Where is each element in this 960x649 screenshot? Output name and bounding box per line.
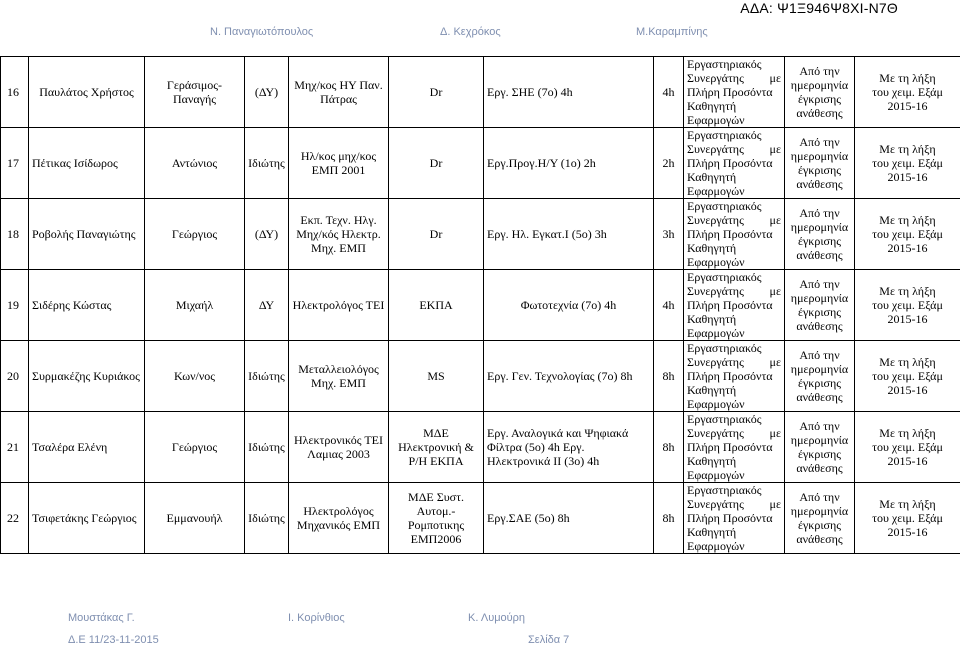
row-number: 17 (1, 128, 29, 199)
until-line: 2015-16 (887, 312, 928, 326)
until-line: Με τη λήξη (879, 284, 936, 298)
row-degree: Ηλεκτρολόγος ΤΕΙ (289, 270, 389, 341)
row-until (855, 412, 960, 483)
role-line: Συνεργάτης με (687, 497, 781, 511)
row-status: Ιδιώτης (245, 341, 289, 412)
role-line: Συνεργάτης με (687, 355, 781, 369)
role-line: Εργαστηριακός (687, 199, 762, 213)
row-role (684, 128, 785, 199)
from-line: ημερομηνία (790, 362, 849, 376)
row-number: 19 (1, 270, 29, 341)
role-line: Εφαρμογών (687, 397, 745, 411)
table-row (1, 128, 960, 199)
row-hours: 8h (654, 412, 684, 483)
until-line: 2015-16 (887, 525, 928, 539)
row-father: Κων/νος (145, 341, 245, 412)
row-until (855, 341, 960, 412)
role-line: Εφαρμογών (687, 113, 745, 127)
row-until (855, 483, 960, 554)
row-hours: 3h (654, 199, 684, 270)
until-line: του χειμ. Εξάμ (872, 156, 943, 170)
from-line: ανάθεσης (796, 532, 843, 546)
row-father: Γεώργιος (145, 199, 245, 270)
row-postgrad: Dr (389, 199, 484, 270)
from-line: Από την (799, 64, 840, 78)
from-line: ανάθεσης (796, 248, 843, 262)
until-line: του χειμ. Εξάμ (872, 85, 943, 99)
row-degree: Μεταλλειολόγος Μηχ. ΕΜΠ (289, 341, 389, 412)
role-line: Συνεργάτης με (687, 142, 781, 156)
row-father: Γεώργιος (145, 412, 245, 483)
row-father: Γεράσιμος-Παναγής (145, 57, 245, 128)
row-status: Ιδιώτης (245, 128, 289, 199)
role-line: Πλήρη Προσόντα (687, 369, 773, 383)
row-name: Πέτικας Ισίδωρος (29, 128, 145, 199)
until-line: του χειμ. Εξάμ (872, 227, 943, 241)
role-line: Εργαστηριακός (687, 270, 762, 284)
role-line: Πλήρη Προσόντα (687, 440, 773, 454)
row-from (785, 483, 855, 554)
row-status: Ιδιώτης (245, 412, 289, 483)
row-course: Εργ. Ηλ. Εγκατ.Ι (5ο) 3h (484, 199, 654, 270)
row-until (855, 57, 960, 128)
from-line: έγκρισης (797, 305, 842, 319)
from-line: Από την (799, 206, 840, 220)
row-from (785, 199, 855, 270)
role-line: Εργαστηριακός (687, 483, 762, 497)
row-hours: 8h (654, 341, 684, 412)
row-postgrad: ΜΔΕ Ηλεκτρονική & Ρ/Η ΕΚΠΑ (389, 412, 484, 483)
row-number: 18 (1, 199, 29, 270)
from-line: Από την (799, 277, 840, 291)
until-line: του χειμ. Εξάμ (872, 298, 943, 312)
bottom-signature-1: Μουστάκας Γ. (68, 612, 135, 624)
row-role (684, 199, 785, 270)
row-course: Εργ. Αναλογικά και Ψηφιακά Φίλτρα (5ο) 4h Εργ. Ηλεκτρονικά ΙΙ (3ο) 4h (484, 412, 654, 483)
role-line: Εφαρμογών (687, 539, 745, 553)
from-line: ημερομηνία (790, 433, 849, 447)
from-line: ημερομηνία (790, 149, 849, 163)
from-line: Από την (799, 490, 840, 504)
row-number: 21 (1, 412, 29, 483)
row-until (855, 270, 960, 341)
role-line: Συνεργάτης με (687, 426, 781, 440)
until-line: Με τη λήξη (879, 213, 936, 227)
row-degree: Μηχ/κος ΗΥ Παν. Πάτρας (289, 57, 389, 128)
row-from (785, 270, 855, 341)
row-postgrad: Dr (389, 57, 484, 128)
row-from (785, 57, 855, 128)
row-from (785, 341, 855, 412)
from-line: ημερομηνία (790, 291, 849, 305)
from-line: Από την (799, 135, 840, 149)
from-line: Από την (799, 348, 840, 362)
row-course: Εργ. ΣΗΕ (7ο) 4h (484, 57, 654, 128)
row-postgrad: MS (389, 341, 484, 412)
from-line: ανάθεσης (796, 390, 843, 404)
row-hours: 8h (654, 483, 684, 554)
top-signature-1: Ν. Παναγιωτόπουλος (210, 26, 314, 38)
role-line: Συνεργάτης με (687, 71, 781, 85)
from-line: ανάθεσης (796, 319, 843, 333)
row-number: 22 (1, 483, 29, 554)
row-hours: 4h (654, 57, 684, 128)
row-role (684, 270, 785, 341)
row-course: Εργ.Προγ.Η/Υ (1ο) 2h (484, 128, 654, 199)
role-line: Εφαρμογών (687, 184, 745, 198)
row-role (684, 341, 785, 412)
row-name: Σιδέρης Κώστας (29, 270, 145, 341)
row-name: Συρμακέζης Κυριάκος (29, 341, 145, 412)
role-line: Πλήρη Προσόντα (687, 156, 773, 170)
until-line: Με τη λήξη (879, 71, 936, 85)
until-line: του χειμ. Εξάμ (872, 511, 943, 525)
footer-date: Δ.Ε 11/23-11-2015 (68, 634, 159, 646)
from-line: Από την (799, 419, 840, 433)
row-number: 16 (1, 57, 29, 128)
role-line: Πλήρη Προσόντα (687, 227, 773, 241)
row-course: Φωτοτεχνία (7ο) 4h (484, 270, 654, 341)
until-line: του χειμ. Εξάμ (872, 369, 943, 383)
row-course: Εργ.ΣΑΕ (5ο) 8h (484, 483, 654, 554)
row-degree: Ηλ/κος μηχ/κος ΕΜΠ 2001 (289, 128, 389, 199)
bottom-signature-2: Ι. Κορίνθιος (288, 612, 345, 624)
role-line: Εφαρμογών (687, 468, 745, 482)
role-line: Καθηγητή (687, 170, 737, 184)
role-line: Συνεργάτης με (687, 213, 781, 227)
until-line: 2015-16 (887, 383, 928, 397)
from-line: έγκρισης (797, 518, 842, 532)
row-from (785, 128, 855, 199)
table-row (1, 57, 960, 128)
table-row (1, 341, 960, 412)
from-line: ημερομηνία (790, 78, 849, 92)
from-line: ημερομηνία (790, 504, 849, 518)
row-postgrad: ΜΔΕ Συστ. Αυτομ.- Ρομποτικης ΕΜΠ2006 (389, 483, 484, 554)
role-line: Καθηγητή (687, 525, 737, 539)
until-line: 2015-16 (887, 454, 928, 468)
row-postgrad: Dr (389, 128, 484, 199)
from-line: έγκρισης (797, 234, 842, 248)
from-line: ανάθεσης (796, 106, 843, 120)
role-line: Πλήρη Προσόντα (687, 85, 773, 99)
row-degree: Εκπ. Τεχν. Ηλγ. Μηχ/κός Ηλεκτρ. Μηχ. ΕΜΠ (289, 199, 389, 270)
until-line: του χειμ. Εξάμ (872, 440, 943, 454)
from-line: ανάθεσης (796, 177, 843, 191)
role-line: Εφαρμογών (687, 326, 745, 340)
role-line: Καθηγητή (687, 383, 737, 397)
table-row (1, 483, 960, 554)
from-line: έγκρισης (797, 376, 842, 390)
role-line: Καθηγητή (687, 312, 737, 326)
until-line: Με τη λήξη (879, 497, 936, 511)
role-line: Καθηγητή (687, 241, 737, 255)
footer-page-number: Σελίδα 7 (528, 634, 570, 646)
top-signature-3: Μ.Καραμπίνης (636, 26, 708, 38)
row-course: Εργ. Γεν. Τεχνολογίας (7ο) 8h (484, 341, 654, 412)
until-line: Με τη λήξη (879, 426, 936, 440)
row-number: 20 (1, 341, 29, 412)
row-degree: Ηλεκτρολόγος Μηχανικός ΕΜΠ (289, 483, 389, 554)
table-row (1, 199, 960, 270)
role-line: Εργαστηριακός (687, 128, 762, 142)
row-role (684, 412, 785, 483)
role-line: Πλήρη Προσόντα (687, 298, 773, 312)
ada-code: ΑΔΑ: Ψ1Ξ946Ψ8ΧΙ-Ν7Θ (740, 0, 898, 16)
row-hours: 4h (654, 270, 684, 341)
role-line: Συνεργάτης με (687, 284, 781, 298)
staff-table-wrap (0, 56, 960, 554)
row-role (684, 57, 785, 128)
row-status: (ΔΥ) (245, 57, 289, 128)
from-line: έγκρισης (797, 447, 842, 461)
bottom-signature-3: Κ. Λυμούρη (468, 612, 526, 624)
row-name: Ροβολής Παναγιώτης (29, 199, 145, 270)
row-name: Παυλάτος Χρήστος (29, 57, 145, 128)
top-signature-2: Δ. Κεχρόκος (440, 26, 501, 38)
until-line: 2015-16 (887, 99, 928, 113)
from-line: έγκρισης (797, 92, 842, 106)
until-line: 2015-16 (887, 241, 928, 255)
table-row (1, 412, 960, 483)
staff-table (0, 56, 960, 554)
table-body (1, 57, 960, 554)
row-postgrad: ΕΚΠΑ (389, 270, 484, 341)
row-until (855, 199, 960, 270)
row-status: (ΔΥ) (245, 199, 289, 270)
row-father: Μιχαήλ (145, 270, 245, 341)
table-row (1, 270, 960, 341)
row-name: Τσαλέρα Ελένη (29, 412, 145, 483)
row-hours: 2h (654, 128, 684, 199)
row-father: Αντώνιος (145, 128, 245, 199)
row-name: Τσιφετάκης Γεώργιος (29, 483, 145, 554)
row-from (785, 412, 855, 483)
role-line: Πλήρη Προσόντα (687, 511, 773, 525)
role-line: Εργαστηριακός (687, 57, 762, 71)
role-line: Εργαστηριακός (687, 341, 762, 355)
from-line: ανάθεσης (796, 461, 843, 475)
row-role (684, 483, 785, 554)
row-status: ΔΥ (245, 270, 289, 341)
from-line: ημερομηνία (790, 220, 849, 234)
row-until (855, 128, 960, 199)
role-line: Εργαστηριακός (687, 412, 762, 426)
role-line: Εφαρμογών (687, 255, 745, 269)
until-line: Με τη λήξη (879, 355, 936, 369)
from-line: έγκρισης (797, 163, 842, 177)
role-line: Καθηγητή (687, 99, 737, 113)
row-status: Ιδιώτης (245, 483, 289, 554)
role-line: Καθηγητή (687, 454, 737, 468)
row-degree: Ηλεκτρονικός ΤΕΙ Λαμιας 2003 (289, 412, 389, 483)
until-line: 2015-16 (887, 170, 928, 184)
row-father: Εμμανουήλ (145, 483, 245, 554)
until-line: Με τη λήξη (879, 142, 936, 156)
